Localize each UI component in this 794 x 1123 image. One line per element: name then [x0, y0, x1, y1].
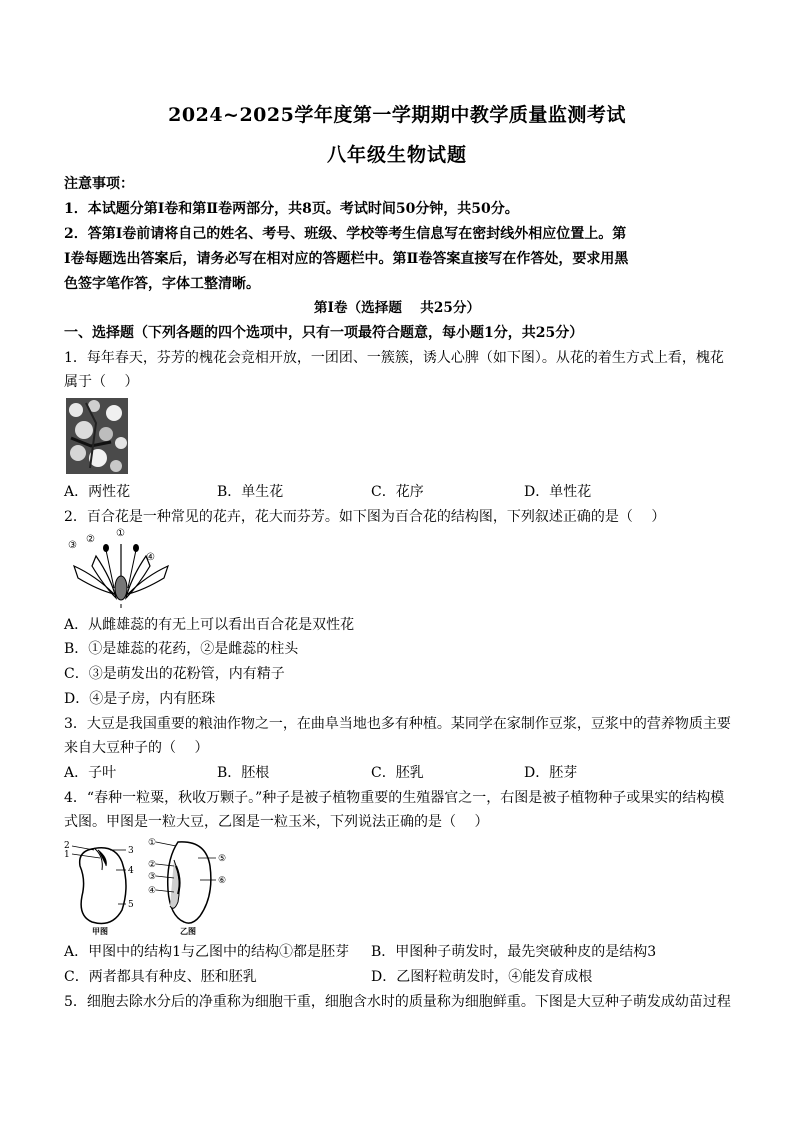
- part-title: 第Ⅰ卷（选择题 共25分）: [313, 300, 481, 316]
- q2-option-d: D．④是子房，内有胚珠: [64, 691, 216, 707]
- q2-option-c: C．③是萌发出的花粉管，内有精子: [64, 666, 285, 682]
- section-heading: 一、选择题（下列各题的四个选项中，只有一项最符合题意，每小题1分，共25分）: [64, 325, 584, 341]
- q1-option-b: B．单生花: [217, 484, 284, 500]
- soybean-caption: 甲图: [92, 926, 108, 936]
- q3-stem-line-2: 来自大豆种子的（ ）: [64, 740, 209, 756]
- q1-stem-line-1: 1．每年春天，芬芳的槐花会竞相开放，一团团、一簇簇，诱人心脾（如下图）。从花的着生方式上看，槐花: [64, 350, 724, 366]
- q4-option-b: B．甲图种子萌发时，最先突破种皮的是结构3: [371, 944, 657, 960]
- lily-label-4: ④: [146, 552, 155, 563]
- soybean-seed-diagram: [64, 836, 144, 936]
- q1-option-c: C．花序: [371, 484, 424, 500]
- corn-caption: 乙图: [180, 926, 196, 936]
- q1-stem-line-2: 属于（ ）: [64, 374, 139, 390]
- soybean-label-2: 2: [64, 841, 70, 851]
- exam-subtitle: 八年级生物试题: [326, 144, 467, 166]
- notice-item-2-line-3: 色签字笔作答，字体工整清晰。: [64, 276, 260, 292]
- q2-option-a: A．从雌雄蕊的有无上可以看出百合花是双性花: [64, 617, 355, 633]
- soybean-label-1: 1: [64, 850, 70, 860]
- q5-stem-line-1: 5．细胞去除水分后的净重称为细胞干重，细胞含水时的质量称为细胞鲜重。下图是大豆种子萌发成幼苗过程: [64, 994, 731, 1010]
- q4-option-a: A．甲图中的结构1与乙图中的结构①都是胚芽: [64, 944, 350, 960]
- corn-label-1: ①: [148, 838, 157, 848]
- lily-label-1: ①: [116, 528, 125, 539]
- sophora-flower-photo: [66, 398, 128, 474]
- q1-option-d: D．单性花: [524, 484, 592, 500]
- q2-option-b: B．①是雄蕊的花药，②是雌蕊的柱头: [64, 641, 299, 657]
- q4-stem-line-2: 式图。甲图是一粒大豆，乙图是一粒玉米，下列说法正确的是（ ）: [64, 814, 489, 830]
- soybean-label-4: 4: [128, 866, 134, 876]
- q3-option-a: A．子叶: [64, 765, 117, 781]
- corn-label-3: ③: [148, 872, 157, 882]
- notice-item-1: 1．本试题分第Ⅰ卷和第Ⅱ卷两部分，共8页。考试时间50分钟，共50分。: [64, 201, 519, 217]
- q3-option-d: D．胚芽: [524, 765, 578, 781]
- corn-label-2: ②: [148, 860, 157, 870]
- lily-flower-diagram: [66, 528, 176, 608]
- corn-label-4: ④: [148, 886, 157, 896]
- notice-item-2-line-1: 2．答第Ⅰ卷前请将自己的姓名、考号、班级、学校等考生信息写在密封线外相应位置上。第: [64, 226, 627, 242]
- corn-label-6: ⑥: [218, 876, 227, 886]
- q1-option-a: A．两性花: [64, 484, 131, 500]
- corn-label-5: ⑤: [218, 854, 227, 864]
- q3-option-b: B．胚根: [217, 765, 270, 781]
- corn-kernel-diagram: [148, 836, 238, 936]
- soybean-label-3: 3: [128, 846, 134, 856]
- notice-item-2-line-2: Ⅰ卷每题选出答案后，请务必写在相对应的答题栏中。第Ⅱ卷答案直接写在作答处，要求用黑: [64, 251, 629, 267]
- lily-label-3: ③: [68, 540, 77, 551]
- lily-label-2: ②: [86, 534, 95, 545]
- q2-stem: 2．百合花是一种常见的花卉，花大而芬芳。如下图为百合花的结构图，下列叙述正确的是（ ）: [64, 509, 666, 525]
- q4-stem-line-1: 4．“春种一粒粟，秋收万颗子。”种子是被子植物重要的生殖器官之一，右图是被子植物种子或果实的结构模: [64, 790, 725, 806]
- q3-option-c: C．胚乳: [371, 765, 424, 781]
- q4-option-d: D．乙图籽粒萌发时，④能发育成根: [371, 969, 593, 985]
- soybean-label-5: 5: [128, 900, 134, 910]
- q3-stem-line-1: 3．大豆是我国重要的粮油作物之一，在曲阜当地也多有种植。某同学在家制作豆浆，豆浆中的营养物质主要: [64, 716, 731, 732]
- exam-title: 2024~2025学年度第一学期期中教学质量监测考试: [168, 104, 626, 126]
- notice-heading: 注意事项：: [64, 176, 134, 192]
- q4-option-c: C．两者都具有种皮、胚和胚乳: [64, 969, 257, 985]
